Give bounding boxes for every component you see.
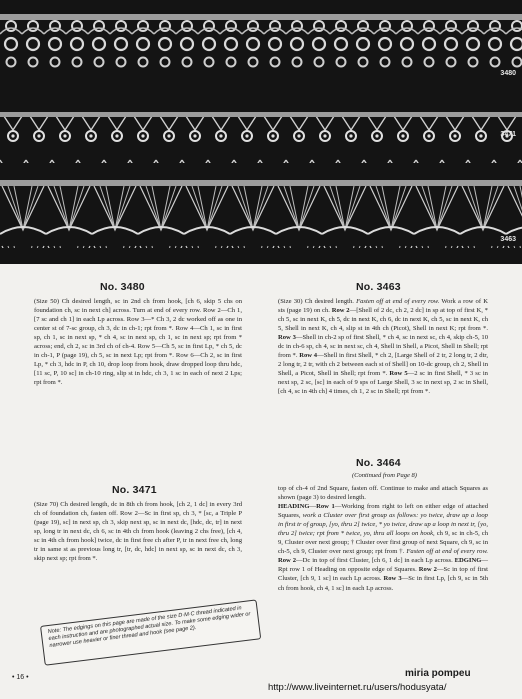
edging-label-3471: 3471 bbox=[500, 131, 516, 138]
pattern-3463-instructions: (Size 30) Ch desired length. Fasten off at end of every row. Work a row of K sts (page 19) on ch. Row 2—[Shell of 2 dc, ch 2, 2 dc] in sp at top of first K, * ch 5, sc in next K, ch 5, dc in next K, ch 6, dc in next K, ch 5, sc in next K, ch 5, Shell in next K, ch 4, slip st in 4th ch (Picot), Shell in next K; rpt from *. Row 3—Shell in ch-2 sp of first Shell, * ch 4, sc in next sc, ch 4, skip ch-5, 10 dc in ch-6 sp, ch 4, sc in next sc, ch 4, Shell in Shell, a Picot, Shell in Shell; rpt from *. Row 4—Shell in first Shell, * ch 2, [Large Shell of 2 tr, 2 long tr, 2 dtr, 2 long tr, 2 tr, with ch 2 between each st of Shell] on 10-dc group, ch 2, Shell in Shell, a Picot, Shell in Shell; rpt from *. Row 5—2 sc in first Shell, * 3 sc in next sp, 2 sc, [sc] in each of 9 sps of Large Shell, 3 sc in next sp, 2 sc in Shell, [ch 4, sc in 4th ch] 4 times, ch 1, 2 sc in Shell; rpt from *. bbox=[278, 298, 488, 396]
pattern-3471-instructions: (Size 70) Ch desired length, dc in 8th ch from hook, [ch 2, 1 dc] in every 3rd ch of foundation ch, fasten off. Row 2—Sc in first sp, ch 3, * [sc, a Triple P (page 19), sc] in next sp, ch 3, skip next sp, sc in next dc, [hdc, dc, tr] in next sp, long tr in next dc, ch 6, sc in 4th ch from hook (leaving 2 chs free), [ch 4, sc in 4th ch from hook] twice, dc in first free ch after P, tr in next free ch, long tr in same st as previous long tr, [tr, dc, hdc] in next sp, sc in next dc, ch 3, skip next sp; rpt from *. bbox=[34, 501, 242, 563]
continued-note: (Continued from Page 8) bbox=[352, 472, 417, 479]
edging-label-3480: 3480 bbox=[500, 70, 516, 77]
pattern-3463-title: No. 3463 bbox=[356, 281, 401, 293]
edgings-photo bbox=[0, 0, 522, 264]
watermark-author: miria pompeu bbox=[405, 668, 471, 679]
watermark-url: http://www.liveinternet.ru/users/hodusyata/ bbox=[268, 682, 447, 693]
edging-label-3463: 3463 bbox=[500, 236, 516, 243]
pattern-3471-title: No. 3471 bbox=[112, 484, 157, 496]
lace-edgings-image bbox=[0, 0, 522, 264]
pattern-3480-instructions: (Size 50) Ch desired length, sc in 2nd ch from hook, [ch 6, skip 5 chs on foundation ch, sc in next ch] across. Turn at end of every row. Row 2—Ch 1, [7 sc and ch 1] in each Lp across. Row 3—* Ch 3, 2 dc worked off as one in center st of 7-sc group, ch 3, dc in ch-1; rpt from *. Row 4—Ch 1, sc in first sp, ch 1, sc in next sp, * ch 4, sc in next sp, ch 1, sc in next sp; rpt from * across; end, ch 2, sc in 3rd ch of ch-4. Row 5—Ch 5, sc in first Lp, * ch 5, dc in ch-1, P (page 19), ch 5, sc in next Lp; rpt from *. Row 6—Ch 2, sc in first Lp, * ch 3, hdc in P, ch 10, drop loop from hook, draw dropped loop thru hdc, [11 sc, P, 10 sc] in ch-10 ring, slip st in hdc, ch 3, 1 sc in each of next 2 Lps; rpt from *. bbox=[34, 298, 242, 387]
pattern-3464-title: No. 3464 bbox=[356, 457, 401, 469]
sizing-note: Note: The edgings on this page are made of the size D·M·C thread indicated in each instruction and are photographed actual size. To make some edging wider or narrower use heavier or finer thread and hook (see page 2). bbox=[40, 599, 261, 665]
page-number: • 16 • bbox=[12, 674, 29, 681]
pattern-3480-title: No. 3480 bbox=[100, 281, 145, 293]
pattern-3464-instructions: top of ch-4 of 2nd Square, fasten off. Continue to make and attach Squares as shown (page 3) to desired length. HEADING—Row 1—Working from right to left on either edge of attached Squares, work a Cluster over first group as follows: yo twice, draw up a loop in first tr of group, [yo, thru 2] twice, * yo twice, draw up a loop in next tr, [yo, thru 2] twice; rpt from * twice, yo, thru all loops on hook, ch 9, sc in ch-5, ch 9, Cluster over next group; † Cluster over first group of next Square, ch 9, sc in ch-5, ch 9, Cluster over next group; rpt from †. Fasten off at end of every row. Row 2—Dc in top of first Cluster, [ch 6, 1 dc] in each Lp across. EDGING—Rpt row 1 of Heading on opposite edge of Squares. Row 2—Sc in top of first Cluster, [ch 9, 1 sc] in each Lp across. Row 3—Sc in first Lp, [ch 9, sc in 5th ch from hook, ch 4, 1 sc] in each Lp across. bbox=[278, 485, 488, 592]
